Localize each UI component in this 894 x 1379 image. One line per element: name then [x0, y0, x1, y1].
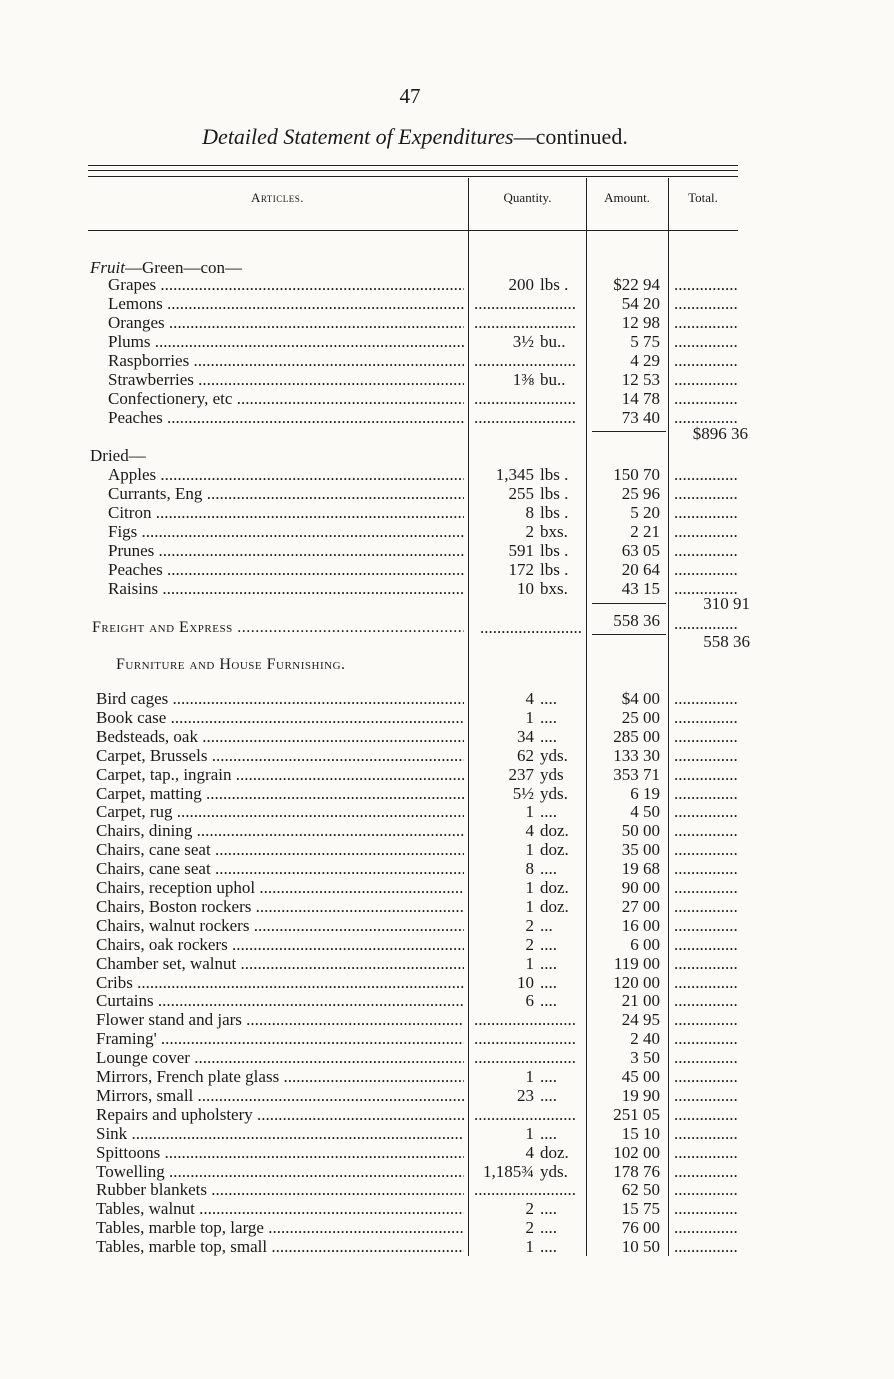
- total-leader: [674, 614, 738, 633]
- quantity-leader: [480, 618, 584, 637]
- column-divider-3: [668, 178, 669, 1256]
- item-amount: 178 76: [613, 1161, 660, 1181]
- item-name: Sink .....: [96, 1124, 464, 1143]
- item-name: Chairs, dining .....: [96, 821, 464, 840]
- item-unit: bxs.: [540, 522, 568, 541]
- item-unit: ....: [540, 726, 557, 746]
- item-amount: 15 10: [621, 1123, 660, 1143]
- total-leader: [674, 1048, 738, 1067]
- item-unit: bu..: [540, 332, 566, 351]
- item-quantity: 2: [525, 915, 534, 935]
- item-amount: 21 00: [621, 991, 660, 1011]
- item-quantity: 1: [525, 802, 534, 822]
- item-quantity: 2: [525, 1199, 534, 1219]
- item-amount: 102 00: [613, 1142, 660, 1162]
- quantity-leader: [474, 294, 584, 313]
- item-quantity: 1⅜: [512, 370, 534, 389]
- item-name: Repairs and upholstery .....: [96, 1105, 464, 1124]
- item-quantity: 1: [525, 840, 534, 860]
- title-italic: Detailed Statement of Expenditures: [202, 124, 514, 149]
- item-unit: ....: [540, 953, 557, 973]
- item-name: Raisins .....: [108, 579, 464, 598]
- item-amount: 24 95: [621, 1010, 660, 1030]
- header-quantity: Quantity.: [503, 190, 552, 205]
- item-amount: 43 15: [621, 579, 660, 598]
- item-unit: ....: [540, 1123, 557, 1143]
- subtotal-rule: [592, 603, 666, 604]
- item-unit: yds: [540, 764, 564, 784]
- total-leader: [674, 484, 738, 503]
- item-amount: 285 00: [613, 726, 660, 746]
- title-plain: —continued.: [513, 124, 628, 149]
- item-quantity: 2: [525, 1218, 534, 1238]
- total-leader: [674, 1218, 738, 1237]
- item-amount: 150 70: [613, 465, 660, 484]
- item-quantity: 1: [525, 707, 534, 727]
- item-quantity: 1: [525, 1123, 534, 1143]
- total-leader: [674, 522, 738, 541]
- furniture-heading: Furniture and House Furnishing.: [116, 656, 346, 673]
- item-name: Framing' .....: [96, 1029, 464, 1048]
- item-name: Carpet, matting .....: [96, 784, 464, 803]
- double-rule-bottom: [88, 170, 738, 171]
- item-unit: ....: [540, 1199, 557, 1219]
- quantity-leader: [474, 1180, 584, 1199]
- item-amount: 5 75: [630, 332, 660, 351]
- total-leader: [674, 1067, 738, 1086]
- item-quantity: 2: [525, 522, 534, 541]
- item-unit: bxs.: [540, 579, 568, 598]
- item-name: Tables, marble top, small .....: [96, 1237, 464, 1256]
- item-name: Currants, Eng .....: [108, 484, 464, 503]
- quantity-leader: [474, 351, 584, 370]
- item-amount: 6 00: [630, 934, 660, 954]
- item-amount: 6 19: [630, 783, 660, 803]
- total-leader: [674, 541, 738, 560]
- freight-amount: 558 36: [613, 611, 660, 630]
- total-leader: [674, 802, 738, 821]
- item-unit: ....: [540, 1085, 557, 1105]
- column-divider-2: [586, 178, 587, 1256]
- total-leader: [674, 1086, 738, 1105]
- item-name: Towelling .....: [96, 1162, 464, 1181]
- item-name: Mirrors, French plate glass .....: [96, 1067, 464, 1086]
- item-amount: 76 00: [621, 1218, 660, 1238]
- item-unit: lbs .: [540, 503, 569, 522]
- header-bottom-rule: [88, 230, 738, 231]
- total-leader: [674, 689, 738, 708]
- item-quantity: 8: [525, 859, 534, 879]
- item-unit: lbs .: [540, 484, 569, 503]
- freight-label: Freight and Express .....: [92, 618, 464, 637]
- item-amount: 19 90: [621, 1085, 660, 1105]
- item-name: Lounge cover .....: [96, 1048, 464, 1067]
- page-number: 47: [399, 84, 421, 108]
- page-title: [0, 124, 830, 150]
- item-unit: ....: [540, 707, 557, 727]
- total-leader: [674, 859, 738, 878]
- item-name: Book case .....: [96, 708, 464, 727]
- item-quantity: 1: [525, 953, 534, 973]
- item-unit: doz.: [540, 896, 569, 916]
- total-leader: [674, 954, 738, 973]
- total-leader: [674, 746, 738, 765]
- total-leader: [674, 389, 738, 408]
- item-name: Lemons .....: [108, 294, 464, 313]
- item-quantity: 4: [525, 821, 534, 841]
- item-amount: 54 20: [621, 294, 660, 313]
- item-name: Carpet, tap., ingrain .....: [96, 765, 464, 784]
- item-name: Curtains .....: [96, 991, 464, 1010]
- fruit-heading-italic: Fruit: [90, 258, 125, 277]
- item-name: Spittoons .....: [96, 1143, 464, 1162]
- dried-fruit-total: 310 91: [703, 594, 750, 613]
- item-quantity: 255: [508, 484, 534, 503]
- item-name: Oranges .....: [108, 313, 464, 332]
- header-top-rule: [88, 176, 738, 177]
- item-amount: 25 00: [621, 707, 660, 727]
- total-leader: [674, 370, 738, 389]
- total-leader: [674, 465, 738, 484]
- total-leader: [674, 1180, 738, 1199]
- quantity-leader: [474, 408, 584, 427]
- item-amount: 12 98: [621, 313, 660, 332]
- item-unit: ....: [540, 1218, 557, 1238]
- item-name: Strawberries .....: [108, 370, 464, 389]
- item-quantity: 10: [517, 972, 534, 992]
- item-amount: 16 00: [621, 915, 660, 935]
- item-name: Rubber blankets .....: [96, 1180, 464, 1199]
- header-total: Total.: [688, 190, 718, 205]
- quantity-leader: [474, 389, 584, 408]
- item-unit: bu..: [540, 370, 566, 389]
- item-name: Tables, marble top, large .....: [96, 1218, 464, 1237]
- item-name: Grapes .....: [108, 275, 464, 294]
- item-quantity: 3½: [512, 332, 534, 351]
- header-amount: Amount.: [604, 190, 650, 205]
- item-unit: ....: [540, 802, 557, 822]
- item-amount: 63 05: [621, 541, 660, 560]
- total-leader: [674, 878, 738, 897]
- total-leader: [674, 503, 738, 522]
- item-unit: lbs .: [540, 465, 569, 484]
- item-quantity: 172: [508, 560, 534, 579]
- total-leader: [674, 784, 738, 803]
- item-unit: ....: [540, 934, 557, 954]
- total-leader: [674, 1162, 738, 1181]
- total-leader: [674, 332, 738, 351]
- total-leader: [674, 727, 738, 746]
- item-name: Chairs, oak rockers .....: [96, 935, 464, 954]
- item-amount: 20 64: [621, 560, 660, 579]
- item-unit: yds.: [540, 745, 568, 765]
- item-amount: 119 00: [613, 953, 660, 973]
- item-quantity: 200: [508, 275, 534, 294]
- total-leader: [674, 294, 738, 313]
- item-amount: 4 29: [630, 351, 660, 370]
- item-name: Figs .....: [108, 522, 464, 541]
- double-rule-top: [88, 165, 738, 166]
- total-leader: [674, 1010, 738, 1029]
- item-name: Confectionery, etc .....: [108, 389, 464, 408]
- item-quantity: 1,345: [495, 465, 534, 484]
- item-amount: 25 96: [621, 484, 660, 503]
- item-amount: 2 21: [630, 522, 660, 541]
- item-amount: 62 50: [621, 1180, 660, 1200]
- item-amount: 35 00: [621, 840, 660, 860]
- item-quantity: 1: [525, 1237, 534, 1257]
- total-leader: [674, 840, 738, 859]
- item-amount: 27 00: [621, 896, 660, 916]
- quantity-leader: [474, 1048, 584, 1067]
- item-unit: yds.: [540, 1161, 568, 1181]
- item-name: Chairs, Boston rockers .....: [96, 897, 464, 916]
- item-name: Chairs, cane seat .....: [96, 840, 464, 859]
- dried-heading: Dried—: [90, 446, 146, 465]
- item-name: Carpet, Brussels .....: [96, 746, 464, 765]
- subtotal-rule: [592, 634, 666, 635]
- quantity-leader: [474, 313, 584, 332]
- item-amount: $4 00: [621, 689, 660, 708]
- item-unit: doz.: [540, 840, 569, 860]
- freight-total: 558 36: [703, 632, 750, 651]
- item-unit: lbs .: [540, 275, 569, 294]
- item-unit: ....: [540, 689, 557, 708]
- item-quantity: 5½: [512, 783, 534, 803]
- item-unit: ....: [540, 1067, 557, 1086]
- item-amount: 90 00: [621, 878, 660, 897]
- total-leader: [674, 1105, 738, 1124]
- green-fruit-total: $896 36: [692, 424, 748, 443]
- item-name: Mirrors, small .....: [96, 1086, 464, 1105]
- item-name: Bird cages .....: [96, 689, 464, 708]
- item-name: Chairs, walnut rockers .....: [96, 916, 464, 935]
- item-amount: $22 94: [613, 275, 660, 294]
- quantity-leader: [474, 1029, 584, 1048]
- total-leader: [674, 916, 738, 935]
- item-unit: lbs .: [540, 560, 569, 579]
- item-quantity: 237: [508, 764, 534, 784]
- item-name: Flower stand and jars .....: [96, 1010, 464, 1029]
- item-unit: doz.: [540, 821, 569, 841]
- item-quantity: 34: [517, 726, 534, 746]
- item-name: Tables, walnut .....: [96, 1199, 464, 1218]
- item-amount: 2 40: [630, 1029, 660, 1049]
- item-quantity: 6: [525, 991, 534, 1011]
- total-leader: [674, 1124, 738, 1143]
- item-name: Chamber set, walnut .....: [96, 954, 464, 973]
- item-name: Chairs, cane seat .....: [96, 859, 464, 878]
- item-quantity: 1: [525, 878, 534, 897]
- quantity-leader: [474, 1010, 584, 1029]
- item-quantity: 4: [525, 689, 534, 708]
- item-amount: 3 50: [630, 1048, 660, 1068]
- item-quantity: 62: [517, 745, 534, 765]
- item-unit: lbs .: [540, 541, 569, 560]
- total-leader: [674, 1029, 738, 1048]
- item-unit: ....: [540, 1237, 557, 1257]
- item-quantity: 1: [525, 1067, 534, 1086]
- item-amount: 12 53: [621, 370, 660, 389]
- item-quantity: 1,185¾: [483, 1161, 534, 1181]
- item-unit: ....: [540, 991, 557, 1011]
- total-leader: [674, 765, 738, 784]
- item-name: Apples .....: [108, 465, 464, 484]
- item-amount: 14 78: [621, 389, 660, 408]
- total-leader: [674, 821, 738, 840]
- header-articles: Articles.: [250, 190, 305, 205]
- column-divider-1: [468, 178, 469, 1256]
- item-name: Bedsteads, oak .....: [96, 727, 464, 746]
- item-quantity: 2: [525, 934, 534, 954]
- item-unit: doz.: [540, 878, 569, 897]
- item-quantity: 23: [517, 1085, 534, 1105]
- item-name: Peaches .....: [108, 408, 464, 427]
- item-amount: 133 30: [613, 745, 660, 765]
- item-name: Peaches .....: [108, 560, 464, 579]
- total-leader: [674, 991, 738, 1010]
- item-name: Raspborries .....: [108, 351, 464, 370]
- item-quantity: 10: [517, 579, 534, 598]
- item-name: Citron .....: [108, 503, 464, 522]
- item-name: Prunes .....: [108, 541, 464, 560]
- item-amount: 19 68: [621, 859, 660, 879]
- item-amount: 5 20: [630, 503, 660, 522]
- item-amount: 251 05: [613, 1104, 660, 1124]
- total-leader: [674, 973, 738, 992]
- item-quantity: 591: [508, 541, 534, 560]
- item-amount: 120 00: [613, 972, 660, 992]
- item-name: Plums .....: [108, 332, 464, 351]
- item-unit: ...: [540, 915, 553, 935]
- fruit-heading-rest: —Green—con—: [124, 258, 243, 277]
- item-name: Carpet, rug .....: [96, 802, 464, 821]
- total-leader: [674, 560, 738, 579]
- total-leader: [674, 1143, 738, 1162]
- item-quantity: 1: [525, 896, 534, 916]
- item-name: Chairs, reception uphol .....: [96, 878, 464, 897]
- total-leader: [674, 935, 738, 954]
- item-name: Cribs .....: [96, 973, 464, 992]
- item-quantity: 4: [525, 1142, 534, 1162]
- item-quantity: 8: [525, 503, 534, 522]
- item-amount: 10 50: [621, 1237, 660, 1257]
- subtotal-rule: [592, 431, 666, 432]
- total-leader: [674, 897, 738, 916]
- item-unit: doz.: [540, 1142, 569, 1162]
- total-leader: [674, 1237, 738, 1256]
- item-unit: ....: [540, 972, 557, 992]
- total-leader: [674, 351, 738, 370]
- quantity-leader: [474, 1105, 584, 1124]
- item-amount: 45 00: [621, 1067, 660, 1086]
- item-amount: 73 40: [621, 408, 660, 427]
- item-amount: 50 00: [621, 821, 660, 841]
- total-leader: [674, 708, 738, 727]
- item-unit: ....: [540, 859, 557, 879]
- total-leader: [674, 1199, 738, 1218]
- item-amount: 353 71: [613, 764, 660, 784]
- item-amount: 15 75: [621, 1199, 660, 1219]
- item-amount: 4 50: [630, 802, 660, 822]
- total-leader: [674, 313, 738, 332]
- item-unit: yds.: [540, 783, 568, 803]
- total-leader: [674, 275, 738, 294]
